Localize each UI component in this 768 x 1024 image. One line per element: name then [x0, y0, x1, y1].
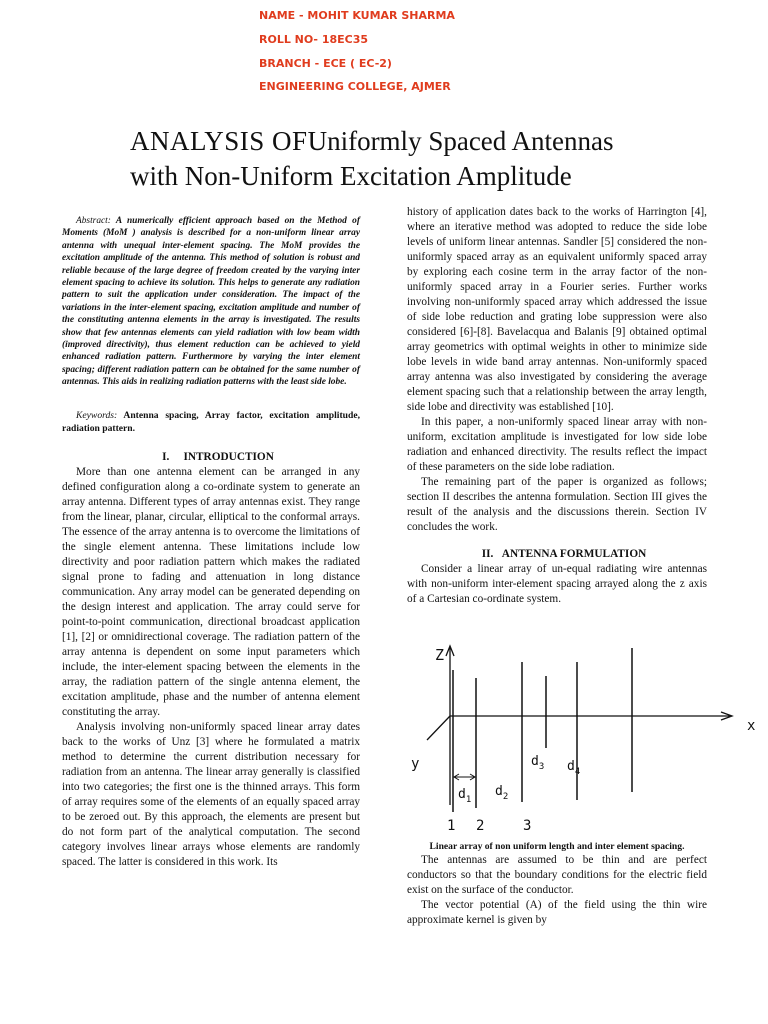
- right-column-lower: [407, 840, 707, 928]
- keywords-label: Keywords:: [76, 409, 118, 421]
- title-line1: Uniformly Spaced Antennas: [307, 126, 614, 156]
- z-label: Z: [435, 646, 445, 664]
- d2-label: $d_2$: [495, 784, 509, 802]
- array-figure: [405, 640, 765, 840]
- section-1-heading: I. INTRODUCTION: [162, 450, 274, 463]
- right-paragraph-4: Consider a linear array of un-equal radiating wire antennas with non-uniform inter-element spacing arrayed along the z axis of a Cartesian co-ordinate system.: [407, 563, 707, 605]
- y-axis: [427, 716, 450, 740]
- element-number-1: 1: [447, 818, 456, 834]
- right-paragraph-5: The antennas are assumed to be thin and are perfect conductors so that the boundary conditions for the electric field exist on the surface of the conductor.: [407, 854, 707, 896]
- intro-paragraph-2: Analysis involving non-uniformly spaced linear array dates back to the works of Unz [3] where he formulated a matrix method to determine the current distribution necessary for radiation from an antenna. The linear array generally is classified into two categories; the first one is the thinned arrays. This form of array requires some of the elements of an equally spaced array to be zeroed out. By this approach, the elements are present but do not form part of the analytical computation. The second category involves linear arrays whose elements are randomly spaced. The latter is considered in this work. Its: [62, 720, 360, 868]
- x-label: x: [747, 718, 756, 734]
- paper-title: [130, 124, 730, 194]
- abstract-label: Abstract:: [76, 216, 111, 226]
- d1-label: $d_1$: [458, 787, 472, 805]
- roll-number: ROLL NO- 18EC35: [259, 33, 369, 46]
- branch: BRANCH - ECE ( EC-2): [259, 57, 392, 70]
- right-paragraph-2: In this paper, a non-uniformly spaced linear array with non-uniform, excitation amplitude is investigated for low side lobe radiation and enhanced directivity. The results reflect the impact of these parameters on the side lobe radiation.: [407, 416, 707, 473]
- abstract: [62, 215, 360, 389]
- keywords: [62, 409, 360, 435]
- college: ENGINEERING COLLEGE, AJMER: [259, 80, 451, 93]
- d4-label: $d_4$: [567, 759, 581, 777]
- element-number-2: 2: [476, 818, 485, 834]
- keywords-text: Antenna spacing, Array factor, excitation amplitude, radiation pattern.: [62, 409, 360, 434]
- element-number-3: 3: [523, 818, 532, 834]
- figure-caption: Linear array of non uniform length and inter element spacing.: [429, 841, 685, 852]
- left-column: [62, 215, 360, 870]
- intro-paragraph-1: More than one antenna element can be arranged in any defined configuration along a co-ordinate system to generate an array antenna. Different types of array antennas exist. They range from the linear, planar, circular, elliptical to the conformal arrays. The essence of the array antenna is to overcome the limitations of the single element antenna. These limitations include low directivity and poor radiation pattern which makes the radiated signal prone to fading and attenuation in long distance communication. Any array model can be generated depending on the design interest and application. The array could serve for point-to-point communication, directional broadcast application [1], [2] or omnidirectional coverage. The radiation pattern of the array antenna is dependent on some input parameters which include, the inter-element spacing between the elements in the array, the radiation pattern of the single antenna element, the excitation amplitude, phase and the number of antenna element constituting the array.: [62, 465, 360, 718]
- right-paragraph-6: The vector potential (A) of the field using the thin wire approximate kernel is given by: [407, 899, 707, 926]
- section-2-heading: II. ANTENNA FORMULATION: [481, 548, 647, 560]
- right-paragraph-3: The remaining part of the paper is organized as follows; section II describes the antenna formulation. Section III gives the result of the analysis and the discussions therein. Section IV concludes the work.: [407, 476, 707, 533]
- title-line2: with Non-Uniform Excitation Amplitude: [130, 161, 572, 191]
- author-name: NAME - MOHIT KUMAR SHARMA: [259, 9, 455, 22]
- d3-label: $d_3$: [531, 754, 545, 772]
- right-paragraph-1: history of application dates back to the works of Harrington [4], where an iterative method was adopted to reduce the side lobe levels of uniform linear antennas. Sandler [5] considered the non-uniformly spaced array as an equivalent uniformly spaced array by exploring each cosine term in the array factor of the non-uniformly spaced array in a Fourier series. Further works involving non-uniformly spaced array which addressed the issue of side lobe reduction and grating lobe suppression were also considered [6]-[8]. Bavelacqua and Balanis [9] obtained optimal array geometrics with optimal weights in other to minimize side lobe levels in wide band array antennas. Non-uniformly spaced array antenna was also investigated by considering the average element spacing such that a relationship between the array length, side lobe and directivity was established [10].: [407, 206, 707, 413]
- title-prefix: ANALYSIS OF: [130, 126, 308, 156]
- right-column: [407, 205, 707, 607]
- y-label: y: [411, 756, 420, 772]
- abstract-text: A numerically efficient approach based on the Method of Moments (MoM ) analysis is described for a non-uniform linear array antenna with unequal inter-element spacing. The MoM provides the excitation amplitude of the antenna. This method of solution is robust and reliable because of the large degree of freedom created by the varying inter element spacing to achieve its solution. This helps to generate any radiation pattern to suit the application under consideration. The impact of the variations in the inter-element spacing, excitation amplitude and number of the constituting antenna elements in the array is investigated. The results show that few antennas elements can yield radiation with low beam width (improved directivity), thus element reduction can be achieved to yield enhanced radiation pattern. Furthermore by varying the inter element spacing; different radiation pattern can be obtained for the same number of antennas. This aids in realizing radiation patterns with the least side lobe.: [62, 216, 360, 388]
